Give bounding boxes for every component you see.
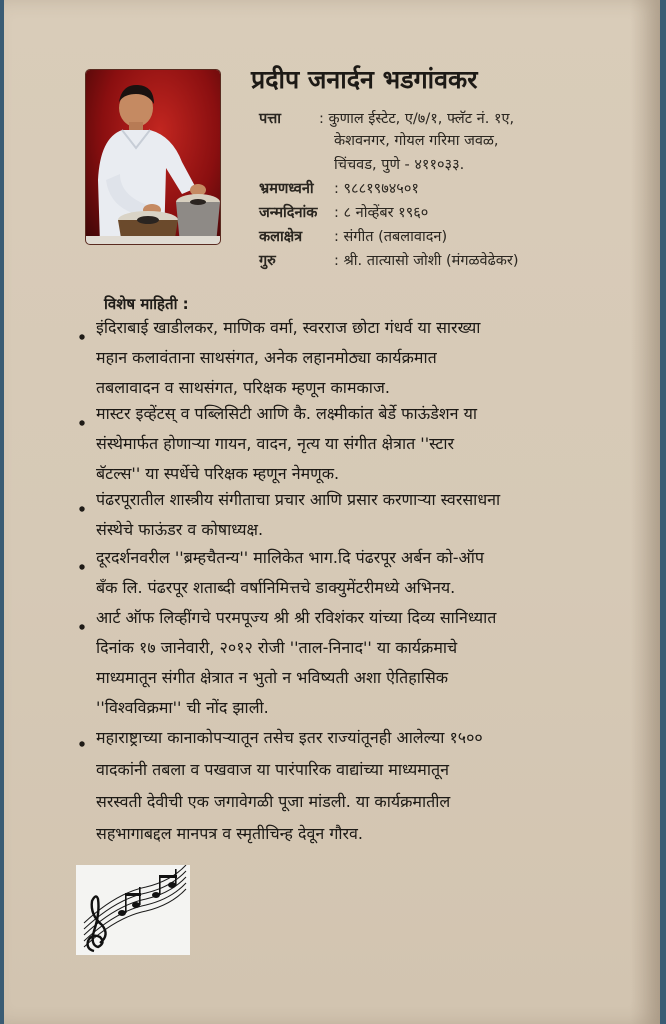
item-6-line-1: महाराष्ट्राच्या कानाकोपऱ्यातून तसेच इतर राज्यांतूनही आलेल्या १५००: [96, 728, 483, 747]
guru-value: : श्री. तात्यासो जोशी (मंगळवेढेकर): [334, 253, 519, 269]
person-name: प्रदीप जनार्दन भडगांवकर: [251, 65, 478, 94]
item-1-line-1: इंदिराबाई खाडीलकर, माणिक वर्मा, स्वरराज छोटा गंधर्व या सारख्या: [96, 318, 481, 337]
item-3-line-2: संस्थेचे फाऊंडर व कोषाध्यक्ष.: [96, 520, 264, 539]
item-6-line-2: वादकांनी तबला व पखवाज या पारंपारिक वाद्यांच्या माध्यमातून: [96, 760, 449, 779]
item-3-line-1: पंढरपूरातील शास्त्रीय संगीताचा प्रचार आणि प्रसार करणाऱ्या स्वरसाधना: [96, 490, 501, 509]
portrait-photo: [86, 70, 220, 244]
book-page: [4, 0, 660, 1024]
bullet-icon: [79, 564, 84, 569]
item-1-line-3: तबलावादन व साथसंगत, परिक्षक म्हणून कामकाज.: [96, 378, 390, 397]
bullet-icon: [79, 420, 84, 425]
item-6-line-4: सहभागाबद्दल मानपत्र व स्मृतीचिन्ह देवून गौरव.: [96, 824, 364, 843]
phone-value: : ९८८१९७४५०१: [334, 181, 419, 197]
bullet-icon: [79, 624, 84, 629]
phone-label: भ्रमणध्वनी: [259, 181, 314, 197]
field-value: : संगीत (तबलावादन): [334, 229, 448, 245]
dob-value: : ८ नोव्हेंबर १९६०: [334, 205, 429, 221]
item-4-line-1: दूरदर्शनवरील ''ब्रम्हचैतन्य'' मालिकेत भाग.दि पंढरपूर अर्बन को-ऑप: [96, 548, 484, 567]
music-notes-icon: [76, 865, 190, 955]
item-1-line-2: महान कलावंताना साथसंगत, अनेक लहानमोठ्या कार्यक्रमात: [96, 348, 437, 367]
dob-label: जन्मदिनांक: [259, 205, 318, 221]
bullet-icon: [79, 334, 84, 339]
bullet-icon: [79, 741, 84, 746]
item-2-line-2: संस्थेमार्फत होणाऱ्या गायन, वादन, नृत्य या संगीत क्षेत्रात ''स्टार: [96, 434, 455, 453]
item-5-line-1: आर्ट ऑफ लिव्हींगचे परमपूज्य श्री श्री रविशंकर यांच्या दिव्य सानिध्यात: [96, 608, 497, 627]
item-5-line-3: माध्यमातून संगीत क्षेत्रात न भुतो न भविष्यती अशा ऐतिहासिक: [96, 668, 449, 687]
address-line-2: केशवनगर, गोयल गरिमा जवळ,: [334, 133, 499, 149]
item-2-line-1: मास्टर इव्हेंटस् व पब्लिसिटी आणि कै. लक्ष्मीकांत बेर्डे फाऊंडेशन या: [96, 404, 478, 423]
address-label: पत्ता: [259, 111, 282, 127]
guru-label: गुरु: [259, 253, 276, 269]
item-5-line-4: ''विश्वविक्रमा'' ची नोंद झाली.: [96, 698, 269, 717]
page-shadow: [630, 0, 660, 1024]
bullet-icon: [79, 506, 84, 511]
item-2-line-3: बॅटल्स'' या स्पर्धेचे परिक्षक म्हणून नेमणूक.: [96, 464, 340, 483]
item-6-line-3: सरस्वती देवीची एक जगावेगळी पूजा मांडली. या कार्यक्रमातील: [96, 792, 451, 811]
section-title: विशेष माहिती :: [104, 295, 189, 313]
item-5-line-2: दिनांक १७ जानेवारी, २०१२ रोजी ''ताल-निनाद'' या कार्यक्रमाचे: [96, 638, 458, 657]
field-label: कलाक्षेत्र: [259, 229, 303, 245]
item-4-line-2: बँक लि. पंढरपूर शताब्दी वर्षानिमित्तचे डाक्युमेंटरीमध्ये अभिनय.: [96, 578, 456, 597]
address-line-3: चिंचवड, पुणे - ४११०३३.: [334, 157, 465, 173]
address-line-1: : कुणाल ईस्टेट, ए/७/१, फ्लॅट नं. १ए,: [319, 111, 515, 127]
